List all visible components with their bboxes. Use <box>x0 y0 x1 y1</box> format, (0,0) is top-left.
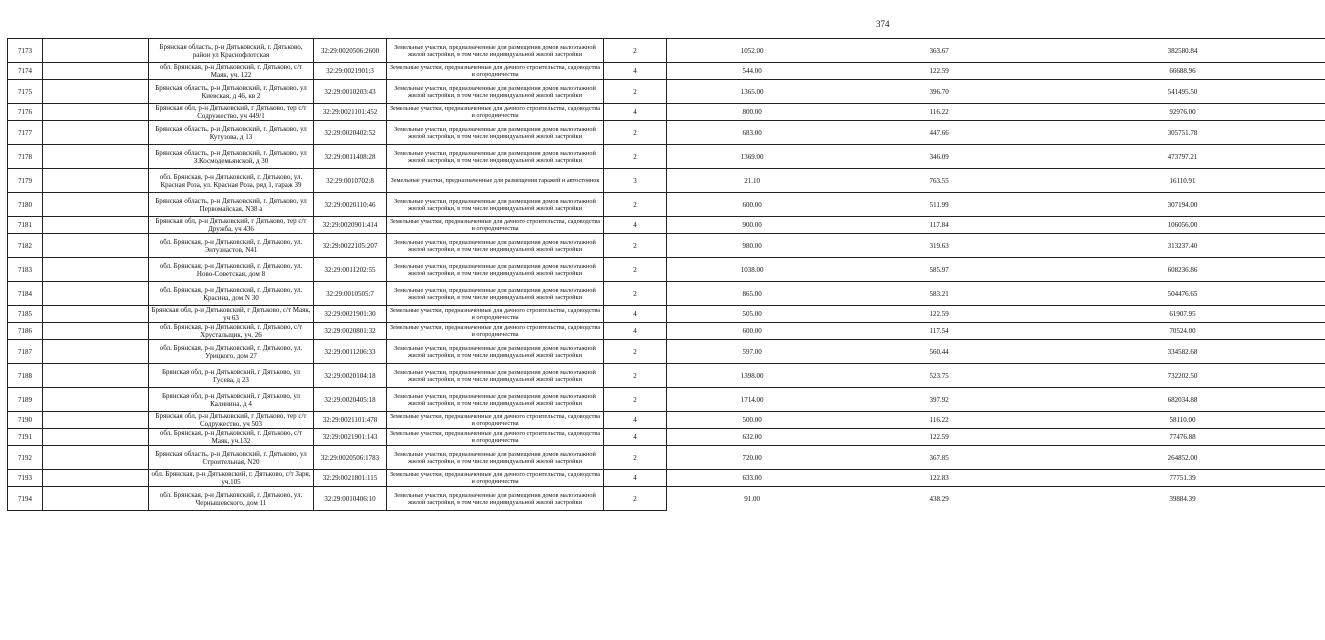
land-use-cell: Земельные участки, предназначенные для размещения домов малоэтажной жилой застройки, в том числе индивидуальной жилой застройки <box>387 258 604 282</box>
land-use-cell: Земельные участки, предназначенные для размещения домов малоэтажной жилой застройки, в том числе индивидуальной жилой застройки <box>387 193 604 217</box>
rate-cell: 438.29 <box>838 487 1040 511</box>
cadastral-number-cell: 32:29:0020801:32 <box>314 323 387 340</box>
row-number: 7190 <box>8 412 43 429</box>
table-body <box>8 39 667 511</box>
values-row <box>666 306 1325 323</box>
cadastral-value-cell: 106056.00 <box>1040 217 1325 234</box>
group-cell: 4 <box>604 470 667 487</box>
table-row <box>8 323 667 340</box>
area-cell: 597.00 <box>666 340 838 364</box>
blank-cell <box>43 217 149 234</box>
cadastral-number-cell: 32:29:0020402:52 <box>314 121 387 145</box>
area-cell: 91.00 <box>666 487 838 511</box>
rate-cell: 122.83 <box>838 470 1040 487</box>
rate-cell: 367.85 <box>838 446 1040 470</box>
blank-cell <box>43 39 149 63</box>
cadastral-number-cell: 32:29:0020901:414 <box>314 217 387 234</box>
values-row <box>666 429 1325 446</box>
land-use-cell: Земельные участки, предназначенные для размещения домов малоэтажной жилой застройки, в том числе индивидуальной жилой застройки <box>387 80 604 104</box>
row-number: 7192 <box>8 446 43 470</box>
cadastral-number-cell: 32:29:0021901:3 <box>314 63 387 80</box>
area-cell: 1365.00 <box>666 80 838 104</box>
row-number: 7182 <box>8 234 43 258</box>
rate-cell: 117.84 <box>838 217 1040 234</box>
area-cell: 900.00 <box>666 217 838 234</box>
table-row <box>8 446 667 470</box>
rate-cell: 319.63 <box>838 234 1040 258</box>
values-row <box>666 487 1325 511</box>
area-cell: 21.10 <box>666 169 838 193</box>
table-row <box>8 39 667 63</box>
blank-cell <box>43 388 149 412</box>
cadastral-value-cell: 307194.00 <box>1040 193 1325 217</box>
cadastral-number-cell: 32:29:0021901:143 <box>314 429 387 446</box>
area-cell: 980.00 <box>666 234 838 258</box>
blank-cell <box>43 80 149 104</box>
blank-cell <box>43 323 149 340</box>
address-cell: обл. Брянская, р-н Дятьковский, г. Дятьково, с/т Заря, уч.105 <box>149 470 314 487</box>
land-use-cell: Земельные участки, предназначенные для размещения гаражей и автостоянок <box>387 169 604 193</box>
blank-cell <box>43 282 149 306</box>
values-row <box>666 104 1325 121</box>
area-cell: 683.00 <box>666 121 838 145</box>
cadastral-number-cell: 32:29:0010702:8 <box>314 169 387 193</box>
rate-cell: 523.75 <box>838 364 1040 388</box>
address-cell: Брянская обл, р-н Дятьковский, г Дятьково, ул Гусева, д 23 <box>149 364 314 388</box>
cadastral-value-cell: 39884.39 <box>1040 487 1325 511</box>
cadastral-value-cell: 608236.86 <box>1040 258 1325 282</box>
values-row <box>666 145 1325 169</box>
cadastral-value-cell: 473797.21 <box>1040 145 1325 169</box>
row-number: 7187 <box>8 340 43 364</box>
row-number: 7183 <box>8 258 43 282</box>
cadastral-value-cell: 305751.78 <box>1040 121 1325 145</box>
table-row <box>8 121 667 145</box>
cadastral-value-cell: 16110.91 <box>1040 169 1325 193</box>
cadastral-value-cell: 61907.95 <box>1040 306 1325 323</box>
group-cell: 4 <box>604 306 667 323</box>
group-cell: 2 <box>604 145 667 169</box>
land-use-cell: Земельные участки, предназначенные для размещения домов малоэтажной жилой застройки, в том числе индивидуальной жилой застройки <box>387 388 604 412</box>
address-cell: Брянская область, р-н Дятьковский, г. Дятьково, ул Кутузова, д 13 <box>149 121 314 145</box>
row-number: 7178 <box>8 145 43 169</box>
row-number: 7186 <box>8 323 43 340</box>
rate-cell: 583.21 <box>838 282 1040 306</box>
land-use-cell: Земельные участки, предназначенные для дачного строительства, садоводства и огородничества <box>387 217 604 234</box>
land-use-cell: Земельные участки, предназначенные для размещения домов малоэтажной жилой застройки, в том числе индивидуальной жилой застройки <box>387 446 604 470</box>
cadastral-value-cell: 732202.50 <box>1040 364 1325 388</box>
land-use-cell: Земельные участки, предназначенные для дачного строительства, садоводства и огородничества <box>387 63 604 80</box>
rate-cell: 122.59 <box>838 63 1040 80</box>
values-row <box>666 217 1325 234</box>
cadastral-number-cell: 32:29:0020110:46 <box>314 193 387 217</box>
rate-cell: 116.22 <box>838 104 1040 121</box>
cadastral-number-cell: 32:29:0020405:18 <box>314 388 387 412</box>
values-row <box>666 63 1325 80</box>
table-row <box>8 412 667 429</box>
group-cell: 3 <box>604 169 667 193</box>
group-cell: 2 <box>604 388 667 412</box>
cadastral-number-cell: 32:29:0010203:43 <box>314 80 387 104</box>
group-cell: 2 <box>604 80 667 104</box>
area-cell: 633.00 <box>666 470 838 487</box>
blank-cell <box>43 193 149 217</box>
address-cell: обл. Брянская, р-н Дятьковский, г. Дятьково, ул. Красная Роза, ул. Красная Роза, ряд 1, гараж 39 <box>149 169 314 193</box>
cadastral-number-cell: 32:29:0021901:30 <box>314 306 387 323</box>
blank-cell <box>43 306 149 323</box>
address-cell: Брянская обл, р-н Дятьковский, г Дятьково, с/т Маяк, уч 63 <box>149 306 314 323</box>
cadastral-number-cell: 32:29:0020506:2600 <box>314 39 387 63</box>
rate-cell: 447.66 <box>838 121 1040 145</box>
row-number: 7174 <box>8 63 43 80</box>
area-cell: 720.00 <box>666 446 838 470</box>
values-table <box>666 38 1325 511</box>
area-cell: 1714.00 <box>666 388 838 412</box>
blank-cell <box>43 429 149 446</box>
row-number: 7175 <box>8 80 43 104</box>
row-number: 7185 <box>8 306 43 323</box>
group-cell: 4 <box>604 429 667 446</box>
row-number: 7181 <box>8 217 43 234</box>
row-number: 7191 <box>8 429 43 446</box>
table-row <box>8 429 667 446</box>
values-row <box>666 412 1325 429</box>
rate-cell: 396.70 <box>838 80 1040 104</box>
rate-cell: 346.09 <box>838 145 1040 169</box>
blank-cell <box>43 234 149 258</box>
address-cell: Брянская область, р-н Дятьковский, г. Дятьково, ул З.Космодемьянской, д 30 <box>149 145 314 169</box>
blank-cell <box>43 487 149 511</box>
values-row <box>666 258 1325 282</box>
group-cell: 4 <box>604 63 667 80</box>
area-cell: 500.00 <box>666 412 838 429</box>
blank-cell <box>43 364 149 388</box>
area-cell: 632.00 <box>666 429 838 446</box>
values-row <box>666 470 1325 487</box>
land-use-cell: Земельные участки, предназначенные для размещения домов малоэтажной жилой застройки, в том числе индивидуальной жилой застройки <box>387 121 604 145</box>
row-number: 7188 <box>8 364 43 388</box>
values-row <box>666 169 1325 193</box>
area-cell: 1052.00 <box>666 39 838 63</box>
address-cell: Брянская обл, р-н Дятьковский, г Дятьково, тер с/т Дружба, уч 436 <box>149 217 314 234</box>
group-cell: 2 <box>604 364 667 388</box>
values-row <box>666 388 1325 412</box>
blank-cell <box>43 169 149 193</box>
table-row <box>8 169 667 193</box>
address-cell: Брянская обл, р-н Дятьковский, г Дятьково, ул Калинина, д 4 <box>149 388 314 412</box>
row-number: 7194 <box>8 487 43 511</box>
values-row <box>666 193 1325 217</box>
values-row <box>666 121 1325 145</box>
cadastral-number-cell: 32:29:0022105:207 <box>314 234 387 258</box>
land-use-cell: Земельные участки, предназначенные для дачного строительства, садоводства и огородничества <box>387 412 604 429</box>
area-cell: 1369.00 <box>666 145 838 169</box>
row-number: 7184 <box>8 282 43 306</box>
group-cell: 4 <box>604 412 667 429</box>
blank-cell <box>43 412 149 429</box>
values-row <box>666 80 1325 104</box>
rate-cell: 560.44 <box>838 340 1040 364</box>
table-row <box>8 104 667 121</box>
values-row <box>666 282 1325 306</box>
rate-cell: 585.97 <box>838 258 1040 282</box>
table-row <box>8 364 667 388</box>
table-row <box>8 145 667 169</box>
values-row <box>666 234 1325 258</box>
land-use-cell: Земельные участки, предназначенные для дачного строительства, садоводства и огородничества <box>387 323 604 340</box>
cadastral-value-cell: 541495.50 <box>1040 80 1325 104</box>
blank-cell <box>43 258 149 282</box>
cadastral-number-cell: 32:29:0010505:7 <box>314 282 387 306</box>
cadastral-value-cell: 504476.65 <box>1040 282 1325 306</box>
table-row <box>8 340 667 364</box>
row-number: 7180 <box>8 193 43 217</box>
cadastral-value-cell: 334582.68 <box>1040 340 1325 364</box>
cadastral-number-cell: 32:29:0020506:1783 <box>314 446 387 470</box>
group-cell: 2 <box>604 258 667 282</box>
area-cell: 800.00 <box>666 104 838 121</box>
group-cell: 2 <box>604 39 667 63</box>
land-use-cell: Земельные участки, предназначенные для дачного строительства, садоводства и огородничества <box>387 470 604 487</box>
group-cell: 4 <box>604 104 667 121</box>
row-number: 7176 <box>8 104 43 121</box>
cadastral-number-cell: 32:29:0021801:115 <box>314 470 387 487</box>
blank-cell <box>43 145 149 169</box>
land-use-cell: Земельные участки, предназначенные для размещения домов малоэтажной жилой застройки, в том числе индивидуальной жилой застройки <box>387 282 604 306</box>
land-use-cell: Земельные участки, предназначенные для дачного строительства, садоводства и огородничества <box>387 104 604 121</box>
row-number: 7189 <box>8 388 43 412</box>
rate-cell: 116.22 <box>838 412 1040 429</box>
rate-cell: 511.99 <box>838 193 1040 217</box>
cadastral-value-cell: 70524.00 <box>1040 323 1325 340</box>
cadastral-value-cell: 77476.88 <box>1040 429 1325 446</box>
blank-cell <box>43 446 149 470</box>
table-row <box>8 80 667 104</box>
land-use-cell: Земельные участки, предназначенные для размещения домов малоэтажной жилой застройки, в том числе индивидуальной жилой застройки <box>387 340 604 364</box>
group-cell: 2 <box>604 121 667 145</box>
land-use-cell: Земельные участки, предназначенные для размещения домов малоэтажной жилой застройки, в том числе индивидуальной жилой застройки <box>387 39 604 63</box>
cadastral-value-cell: 77751.39 <box>1040 470 1325 487</box>
row-number: 7177 <box>8 121 43 145</box>
address-cell: Брянская область, р-н Дятьковский, г. Дятьково, ул Первомайская, N38 а <box>149 193 314 217</box>
table-row <box>8 63 667 80</box>
values-row <box>666 364 1325 388</box>
rate-cell: 122.59 <box>838 306 1040 323</box>
area-cell: 544.00 <box>666 63 838 80</box>
cadastral-value-cell: 313237.40 <box>1040 234 1325 258</box>
row-number: 7193 <box>8 470 43 487</box>
group-cell: 2 <box>604 234 667 258</box>
rate-cell: 363.67 <box>838 39 1040 63</box>
cadastral-number-cell: 32:29:0021101:478 <box>314 412 387 429</box>
group-cell: 4 <box>604 217 667 234</box>
cadastral-value-cell: 264852.00 <box>1040 446 1325 470</box>
land-use-cell: Земельные участки, предназначенные для дачного строительства, садоводства и огородничества <box>387 429 604 446</box>
rate-cell: 397.92 <box>838 388 1040 412</box>
values-row <box>666 340 1325 364</box>
values-row <box>666 446 1325 470</box>
table-row <box>8 282 667 306</box>
table-row <box>8 217 667 234</box>
land-use-cell: Земельные участки, предназначенные для размещения домов малоэтажной жилой застройки, в том числе индивидуальной жилой застройки <box>387 234 604 258</box>
address-cell: обл. Брянская, р-н Дятьковский, г. Дятьково, ул. Ново-Советская, дом 8 <box>149 258 314 282</box>
rate-cell: 122.59 <box>838 429 1040 446</box>
group-cell: 2 <box>604 193 667 217</box>
address-cell: Брянская обл, р-н Дятьковский, г Дятьково, тер с/т Содружество, уч 449/1 <box>149 104 314 121</box>
address-cell: Брянская область, р-н Дятьковский, г. Дятьково, ул Строительная, N20 <box>149 446 314 470</box>
row-number: 7173 <box>8 39 43 63</box>
table-row <box>8 470 667 487</box>
address-cell: обл. Брянская, р-н Дятьковский, г. Дятьково, ул. Чернышевского, дом 11 <box>149 487 314 511</box>
area-cell: 1398.00 <box>666 364 838 388</box>
cadastral-value-cell: 58110.00 <box>1040 412 1325 429</box>
cadastral-value-cell: 682034.88 <box>1040 388 1325 412</box>
area-cell: 600.00 <box>666 193 838 217</box>
cadastral-value-cell: 382580.84 <box>1040 39 1325 63</box>
cadastral-number-cell: 32:29:0011206:33 <box>314 340 387 364</box>
blank-cell <box>43 340 149 364</box>
blank-cell <box>43 63 149 80</box>
address-cell: обл. Брянская, р-н Дятьковский, г. Дятьково, с/т Хрустальщик, уч. 26 <box>149 323 314 340</box>
row-number: 7179 <box>8 169 43 193</box>
land-use-cell: Земельные участки, предназначенные для дачного строительства, садоводства и огородничества <box>387 306 604 323</box>
address-cell: Брянская обл, р-н Дятьковский, г Дятьково, тер с/т Содружество, уч 503 <box>149 412 314 429</box>
table-row <box>8 234 667 258</box>
land-plots-table <box>7 38 667 511</box>
area-cell: 600.00 <box>666 323 838 340</box>
table-row <box>8 306 667 323</box>
rate-cell: 117.54 <box>838 323 1040 340</box>
table-row <box>8 388 667 412</box>
table-row <box>8 487 667 511</box>
address-cell: Брянская область, р-н Дятьковский, г. Дятьково, ул Киевская, д 46, кв 2 <box>149 80 314 104</box>
blank-cell <box>43 104 149 121</box>
group-cell: 4 <box>604 323 667 340</box>
address-cell: обл. Брянская, р-н Дятьковский, г. Дятьково, ул. Энтузиастов, N41 <box>149 234 314 258</box>
blank-cell <box>43 121 149 145</box>
table-row <box>8 258 667 282</box>
address-cell: обл. Брянская, р-н Дятьковский, г. Дятьково, ул. Урицкого, дом 27 <box>149 340 314 364</box>
values-row <box>666 323 1325 340</box>
land-use-cell: Земельные участки, предназначенные для размещения домов малоэтажной жилой застройки, в том числе индивидуальной жилой застройки <box>387 364 604 388</box>
cadastral-value-cell: 66688.96 <box>1040 63 1325 80</box>
blank-cell <box>43 470 149 487</box>
address-cell: обл. Брянская, р-н Дятьковский, г. Дятьково, с/т Маяк, уч.132 <box>149 429 314 446</box>
group-cell: 2 <box>604 487 667 511</box>
cadastral-value-cell: 92976.00 <box>1040 104 1325 121</box>
group-cell: 2 <box>604 340 667 364</box>
page-number: 374 <box>876 19 890 29</box>
address-cell: обл. Брянская, р-н Дятьковский, г. Дятьково, с/т Маяк, уч. 122 <box>149 63 314 80</box>
values-body <box>666 39 1325 511</box>
values-row <box>666 39 1325 63</box>
group-cell: 2 <box>604 446 667 470</box>
cadastral-number-cell: 32:29:0011202:55 <box>314 258 387 282</box>
area-cell: 505.00 <box>666 306 838 323</box>
land-use-cell: Земельные участки, предназначенные для размещения домов малоэтажной жилой застройки, в том числе индивидуальной жилой застройки <box>387 487 604 511</box>
group-cell: 2 <box>604 282 667 306</box>
rate-cell: 763.55 <box>838 169 1040 193</box>
area-cell: 865.00 <box>666 282 838 306</box>
cadastral-number-cell: 32:29:0020104:18 <box>314 364 387 388</box>
land-use-cell: Земельные участки, предназначенные для размещения домов малоэтажной жилой застройки, в том числе индивидуальной жилой застройки <box>387 145 604 169</box>
cadastral-number-cell: 32:29:0021101:452 <box>314 104 387 121</box>
cadastral-number-cell: 32:29:0011408:28 <box>314 145 387 169</box>
table-row <box>8 193 667 217</box>
area-cell: 1038.00 <box>666 258 838 282</box>
cadastral-number-cell: 32:29:0010406:10 <box>314 487 387 511</box>
address-cell: обл. Брянская, р-н Дятьковский, г. Дятьково, ул. Красина, дом N 30 <box>149 282 314 306</box>
address-cell: Брянская область, р-н Дятьковский, г. Дятьково, район ул Краснофлотская <box>149 39 314 63</box>
